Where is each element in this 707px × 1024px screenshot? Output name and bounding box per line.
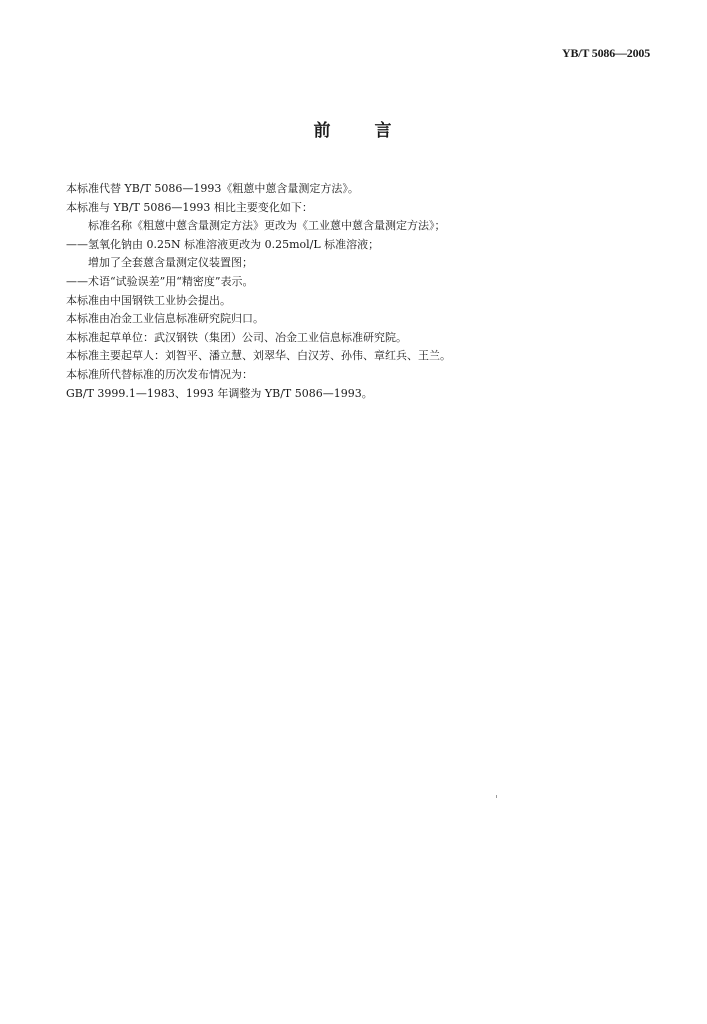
paragraph-history-intro: 本标准所代替标准的历次发布情况为： [66, 367, 253, 381]
page-title [0, 116, 707, 141]
paragraph-centralized-by: 本标准由冶金工业信息标准研究院归口。 [66, 312, 264, 326]
change-item-naoh: ——氢氧化钠由 0.25N 标准溶液更改为 0.25mol/L 标准溶液； [66, 237, 380, 251]
title-char-1: 前 [313, 121, 333, 141]
paragraph-changes-intro: 本标准与 YB/T 5086—1993 相比主要变化如下： [66, 200, 313, 214]
paragraph-proposed-by: 本标准由中国钢铁工业协会提出。 [66, 293, 231, 307]
paragraph-drafting-units: 本标准起草单位：武汉钢铁（集团）公司、冶金工业信息标准研究院。 [66, 330, 407, 344]
change-item-apparatus: 增加了全套蒽含量测定仪装置图； [88, 256, 253, 270]
paragraph-drafters: 本标准主要起草人：刘智平、潘立慧、刘翠华、白汉芳、孙伟、章红兵、王兰。 [66, 349, 451, 363]
change-item-precision: ——术语“试验误差”用“精密度”表示。 [66, 274, 254, 288]
change-item-title: 标准名称《粗蒽中蒽含量测定方法》更改为《工业蒽中蒽含量测定方法》； [88, 219, 446, 233]
paragraph-replaces: 本标准代替 YB/T 5086—1993《粗蒽中蒽含量测定方法》。 [66, 182, 359, 195]
title-char-2: 言 [374, 121, 394, 141]
foreword-body [66, 180, 666, 403]
standard-code: YB/T 5086—2005 [562, 46, 650, 60]
scan-speck [496, 795, 497, 798]
paragraph-history: GB/T 3999.1—1983、1993 年调整为 YB/T 5086—1993。 [66, 386, 373, 400]
